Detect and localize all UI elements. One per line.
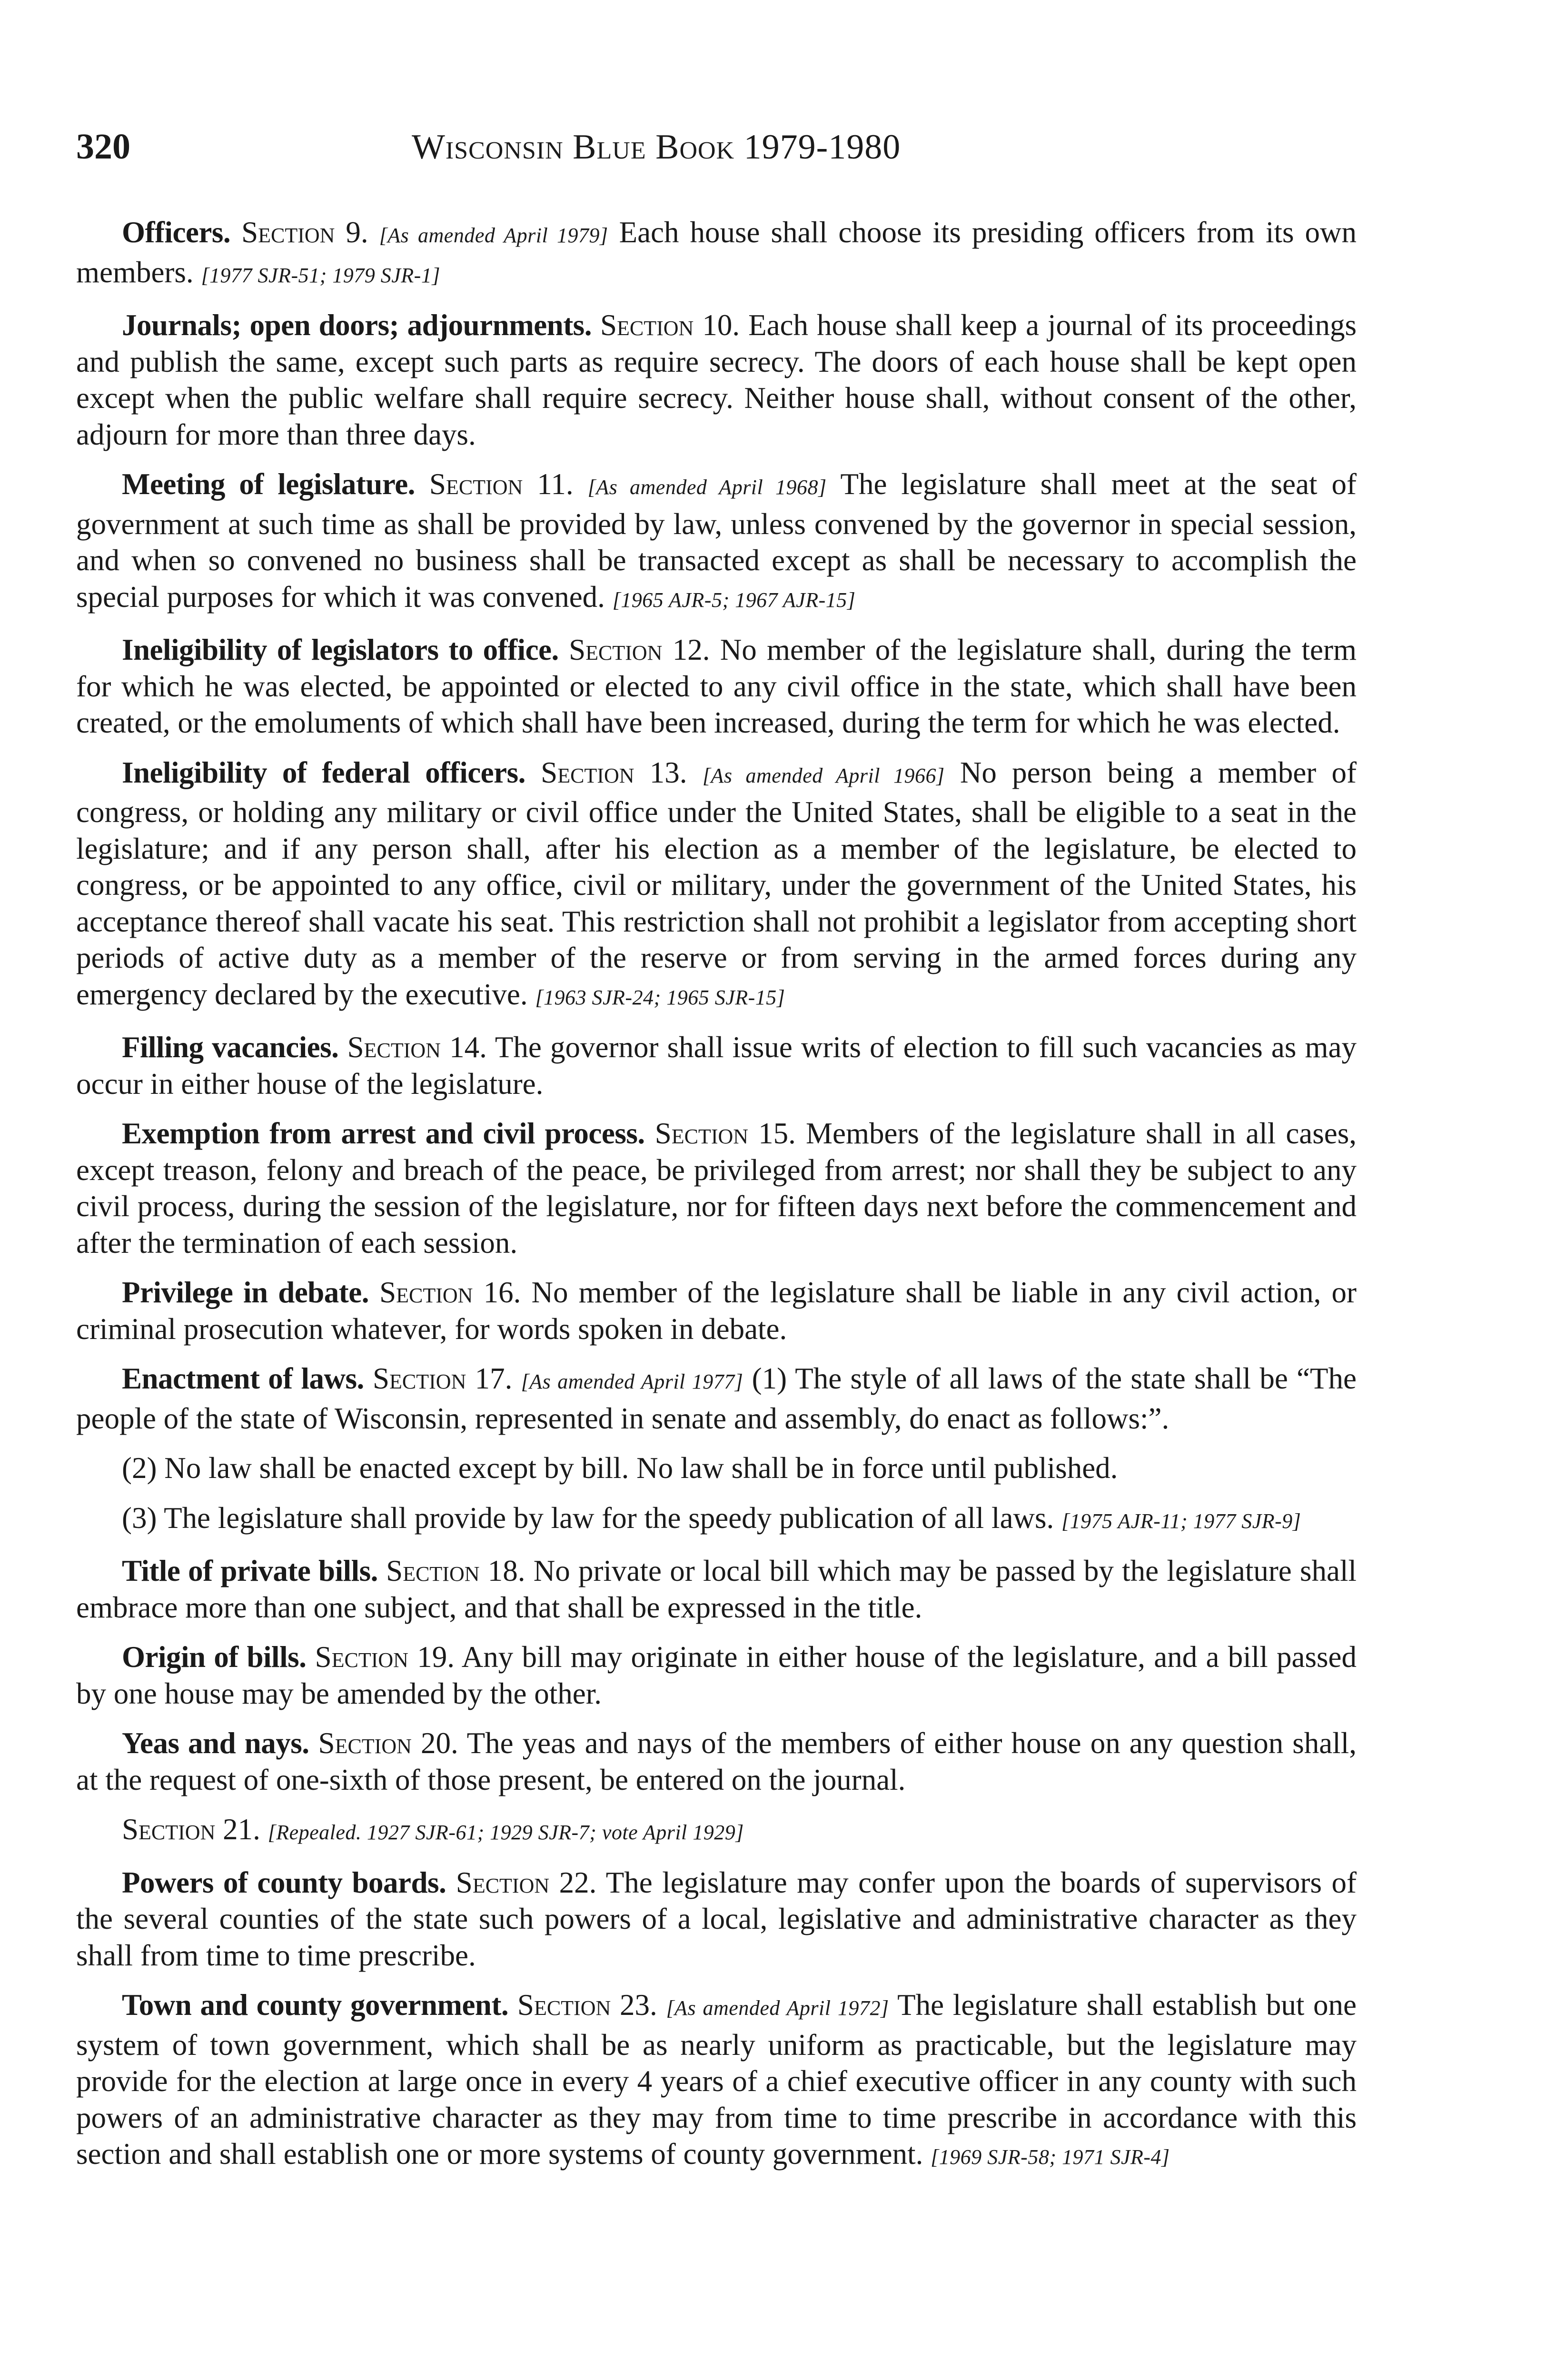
section-text: No member of the legislature shall be liable in any civil action, or criminal prosecution whatever, for words spoken in debate. (76, 1276, 1357, 1346)
section-text: The legislature shall establish but one system of town government, which shall be as nearly uniform as practicable, but the legislature may provide for the election at large once in every 4 years of a chief executive officer in any county with such powers of an administrative character as they may from time to time prescribe in accordance with this section and shall establish one or more systems of county government. (76, 1988, 1357, 2171)
section-number: Section 12. (569, 633, 710, 666)
citation-note: [Repealed. 1927 SJR-61; 1929 SJR-7; vote April 1929] (268, 1821, 744, 1844)
section-number: Section 9. (241, 216, 368, 249)
section-paragraph (76, 1500, 1357, 1540)
section-number: Section 19. (315, 1640, 455, 1674)
section-number: Section 18. (386, 1554, 525, 1587)
section-paragraph (76, 1864, 1357, 1974)
body-text (76, 214, 1357, 2176)
section-number: Section 13. (541, 755, 687, 789)
section-heading: Exemption from arrest and civil process. (122, 1117, 645, 1150)
section-paragraph (76, 1029, 1357, 1102)
section-paragraph (76, 1987, 1357, 2176)
section-heading: Enactment of laws. (122, 1362, 364, 1395)
amendment-note: [As amended April 1977] (521, 1370, 743, 1393)
section-text: (1) The style of all laws of the state shall be “The people of the state of Wisconsin, represented in senate and assembly, do enact as follows:”. (76, 1362, 1357, 1435)
section-number: Section 14. (347, 1031, 487, 1064)
section-heading: Origin of bills. (122, 1640, 307, 1674)
section-paragraph (76, 466, 1357, 618)
citation-note: [1963 SJR-24; 1965 SJR-15] (535, 985, 785, 1009)
amendment-note: [As amended April 1972] (666, 1996, 889, 2020)
citation-note: [1965 AJR-5; 1967 AJR-15] (612, 588, 856, 612)
section-text: The yeas and nays of the members of either house on any question shall, at the request of one-sixth of those present, be entered on the journal. (76, 1726, 1357, 1796)
amendment-note: [As amended April 1979] (379, 224, 608, 247)
section-heading: Powers of county boards. (122, 1865, 446, 1899)
section-number: Section 20. (318, 1726, 458, 1760)
section-paragraph (76, 1450, 1357, 1487)
section-text: Members of the legislature shall in all cases, except treason, felony and breach of the peace, be privileged from arrest; nor shall they be subject to any civil process, during the session of the legislature, nor for fifteen days next before the commencement and after the termination of each session. (76, 1117, 1357, 1259)
section-paragraph (76, 1811, 1357, 1851)
section-text: The legislature may confer upon the boards of supervisors of the several counties of the state such powers of a local, legislative and administrative character as they shall from time to time prescribe. (76, 1865, 1357, 1972)
section-text: No person being a member of congress, or holding any military or civil office under the United States, shall be eligible to a seat in the legislature; and if any person shall, after his election as a member of the legislature, be elected to congress, or be appointed to any office, civil or military, under the government of the United States, his acceptance thereof shall vacate his seat. This restriction shall not prohibit a legislator from accepting short periods of active duty as a member of the reserve or from serving in the armed forces during any emergency declared by the executive. (76, 755, 1357, 1011)
section-text: (3) The legislature shall provide by law for the speedy publication of all laws. (122, 1501, 1054, 1535)
section-heading: Filling vacancies. (122, 1031, 339, 1064)
page-header (76, 129, 1357, 181)
section-paragraph (76, 1360, 1357, 1437)
section-number: Section 11. (429, 467, 574, 501)
section-number: Section 17. (373, 1362, 513, 1395)
section-number: Section 10. (600, 308, 740, 342)
section-heading: Privilege in debate. (122, 1276, 369, 1309)
section-number: Section 22. (456, 1865, 597, 1899)
page-number: 320 (76, 127, 130, 167)
amendment-note: [As amended April 1966] (702, 764, 945, 787)
section-paragraph (76, 1274, 1357, 1347)
section-paragraph (76, 214, 1357, 294)
section-number: Section 23. (517, 1988, 657, 2022)
section-heading: Ineligibility of federal officers. (122, 755, 525, 789)
section-paragraph (76, 1553, 1357, 1626)
document-page (76, 129, 1357, 2189)
section-text: No private or local bill which may be passed by the legislature shall embrace more than one subject, and that shall be expressed in the title. (76, 1554, 1357, 1624)
section-heading: Journals; open doors; adjournments. (122, 308, 592, 342)
section-paragraph (76, 1725, 1357, 1798)
running-title: Wisconsin Blue Book 1979-1980 (412, 128, 901, 167)
section-paragraph (76, 632, 1357, 741)
section-text: (2) No law shall be enacted except by bill. No law shall be in force until published. (122, 1451, 1118, 1485)
section-heading: Yeas and nays. (122, 1726, 309, 1760)
section-text: Each house shall keep a journal of its proceedings and publish the same, except such parts as require secrecy. The doors of each house shall be kept open except when the public welfare shall require secrecy. Neither house shall, without consent of the other, adjourn for more than three days. (76, 308, 1357, 451)
section-number: Section 21. (122, 1813, 260, 1846)
section-number: Section 16. (379, 1276, 521, 1309)
section-text: Any bill may originate in either house of the legislature, and a bill passed by one house may be amended by the other. (76, 1640, 1357, 1710)
citation-note: [1975 AJR-11; 1977 SJR-9] (1061, 1509, 1301, 1533)
amendment-note: [As amended April 1968] (587, 476, 827, 499)
section-text: The governor shall issue writs of election to fill such vacancies as may occur in either house of the legislature. (76, 1031, 1357, 1101)
section-paragraph (76, 307, 1357, 453)
section-heading: Ineligibility of legislators to office. (122, 633, 559, 666)
section-text: No member of the legislature shall, during the term for which he was elected, be appointed or elected to any civil office in the state, which shall have been created, or the emoluments of which shall have been increased, during the term for which he was elected. (76, 633, 1357, 739)
section-text: The legislature shall meet at the seat of government at such time as shall be provided by law, unless convened by the governor in special session, and when so convened no business shall be transacted except as shall be necessary to accomplish the special purposes for which it was convened. (76, 467, 1357, 614)
section-heading: Town and county government. (122, 1988, 509, 2022)
section-paragraph (76, 1639, 1357, 1712)
section-heading: Meeting of legislature. (122, 467, 415, 501)
section-number: Section 15. (654, 1117, 796, 1150)
citation-note: [1977 SJR-51; 1979 SJR-1] (201, 263, 440, 287)
section-heading: Title of private bills. (122, 1554, 378, 1587)
section-text: Each house shall choose its presiding officers from its own members. (76, 216, 1357, 289)
citation-note: [1969 SJR-58; 1971 SJR-4] (931, 2145, 1170, 2169)
section-paragraph (76, 754, 1357, 1016)
section-paragraph (76, 1115, 1357, 1261)
section-heading: Officers. (122, 216, 231, 249)
